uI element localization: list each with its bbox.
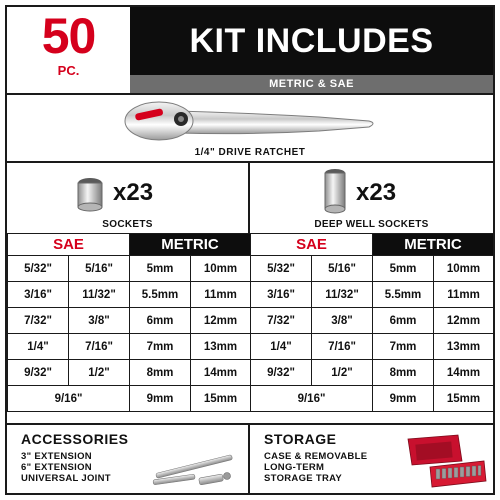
metric-header: METRIC <box>130 234 251 256</box>
table-row <box>8 308 251 334</box>
sae-header: SAE <box>8 234 130 256</box>
bottom-section <box>7 423 493 493</box>
sae-cell: 1/4" <box>8 334 69 360</box>
storage-panel <box>250 425 493 495</box>
metric-cell: 10mm <box>191 256 251 282</box>
table-row <box>251 256 494 282</box>
sae-cell: 5/32" <box>251 256 312 282</box>
page-subtitle: METRIC & SAE <box>130 75 493 93</box>
sae-cell: 3/8" <box>312 308 373 334</box>
accessories-panel <box>7 425 250 495</box>
deep-socket-icon <box>322 167 348 215</box>
storage-item: LONG-TERM <box>264 462 325 473</box>
metric-header: METRIC <box>373 234 494 256</box>
sae-cell: 5/16" <box>69 256 130 282</box>
sae-cell: 11/32" <box>69 282 130 308</box>
sae-cell: 1/2" <box>69 360 130 386</box>
sockets-section <box>7 161 493 233</box>
sae-header: SAE <box>251 234 373 256</box>
accessory-item: 3" EXTENSION <box>21 451 92 462</box>
table-row <box>8 282 251 308</box>
metric-cell: 7mm <box>373 334 434 360</box>
sae-cell: 3/8" <box>69 308 130 334</box>
metric-cell: 5.5mm <box>373 282 434 308</box>
metric-cell: 6mm <box>373 308 434 334</box>
sizes-table-right <box>250 233 494 412</box>
metric-cell: 14mm <box>191 360 251 386</box>
sae-cell: 7/32" <box>251 308 312 334</box>
sae-cell: 5/16" <box>312 256 373 282</box>
piece-count-unit: PC. <box>57 63 80 78</box>
metric-cell: 10mm <box>434 256 494 282</box>
sae-cell: 9/32" <box>251 360 312 386</box>
piece-count-badge <box>7 7 130 93</box>
sizes-table-left <box>7 233 251 412</box>
deep-socket-quantity: x23 <box>356 179 397 206</box>
sae-cell: 9/16" <box>8 386 130 412</box>
storage-item: CASE & REMOVABLE <box>264 451 368 462</box>
table-row <box>251 334 494 360</box>
sae-cell: 1/4" <box>251 334 312 360</box>
socket-icon <box>75 177 105 213</box>
storage-item: STORAGE TRAY <box>264 473 343 484</box>
metric-cell: 5mm <box>130 256 191 282</box>
extensions-icon <box>149 449 245 491</box>
socket-quantity: x23 <box>113 179 154 206</box>
metric-cell: 5.5mm <box>130 282 191 308</box>
metric-cell: 13mm <box>191 334 251 360</box>
metric-cell: 15mm <box>434 386 494 412</box>
table-row <box>8 256 251 282</box>
table-row <box>8 334 251 360</box>
table-row <box>251 386 494 412</box>
sae-cell: 7/16" <box>312 334 373 360</box>
sae-cell: 11/32" <box>312 282 373 308</box>
storage-title: STORAGE <box>264 431 337 447</box>
metric-cell: 5mm <box>373 256 434 282</box>
metric-cell: 11mm <box>434 282 494 308</box>
ratchet-section <box>7 93 493 161</box>
metric-cell: 15mm <box>191 386 251 412</box>
metric-cell: 12mm <box>434 308 494 334</box>
metric-cell: 8mm <box>130 360 191 386</box>
metric-cell: 9mm <box>130 386 191 412</box>
accessory-item: 6" EXTENSION <box>21 462 92 473</box>
table-row <box>251 360 494 386</box>
sae-cell: 7/32" <box>8 308 69 334</box>
ratchet-label: 1/4" DRIVE RATCHET <box>194 147 306 158</box>
sae-cell: 3/16" <box>251 282 312 308</box>
accessories-title: ACCESSORIES <box>21 431 129 447</box>
standard-sockets <box>7 163 250 235</box>
socket-label: SOCKETS <box>102 219 153 230</box>
storage-case-icon <box>400 431 488 491</box>
metric-cell: 14mm <box>434 360 494 386</box>
metric-cell: 11mm <box>191 282 251 308</box>
metric-cell: 9mm <box>373 386 434 412</box>
ratchet-icon <box>119 99 381 145</box>
metric-cell: 13mm <box>434 334 494 360</box>
sae-cell: 5/32" <box>8 256 69 282</box>
metric-cell: 7mm <box>130 334 191 360</box>
sae-cell: 7/16" <box>69 334 130 360</box>
metric-cell: 6mm <box>130 308 191 334</box>
metric-cell: 8mm <box>373 360 434 386</box>
table-row <box>251 282 494 308</box>
kit-card <box>5 5 495 495</box>
deep-socket-label: DEEP WELL SOCKETS <box>314 219 429 230</box>
piece-count: 50 <box>41 8 96 64</box>
sae-cell: 9/16" <box>251 386 373 412</box>
table-row <box>8 386 251 412</box>
table-row <box>251 308 494 334</box>
sae-cell: 9/32" <box>8 360 69 386</box>
metric-cell: 12mm <box>191 308 251 334</box>
deep-well-sockets <box>250 163 493 235</box>
table-row <box>8 360 251 386</box>
sae-cell: 3/16" <box>8 282 69 308</box>
sae-cell: 1/2" <box>312 360 373 386</box>
page-title: KIT INCLUDES <box>130 7 493 75</box>
accessory-item: UNIVERSAL JOINT <box>21 473 111 484</box>
